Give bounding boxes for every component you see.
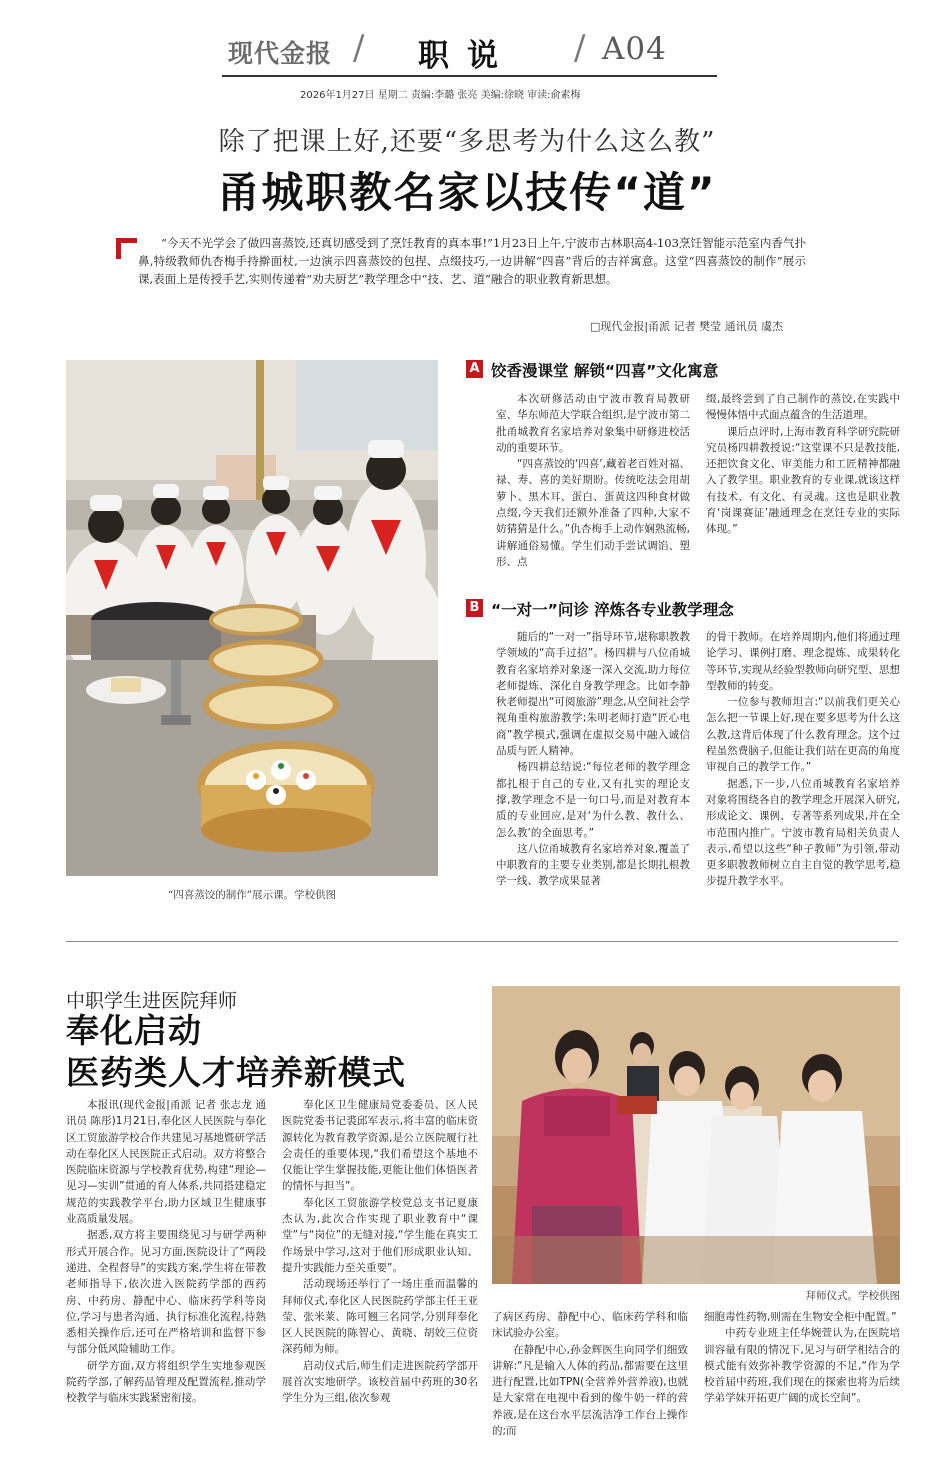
section-b-column-1 xyxy=(496,629,690,890)
page-number: A04 xyxy=(602,31,667,67)
paragraph: 中药专业班主任华婉萱认为,在医院培训容量有限的情况下,见习与研学相结合的模式能有效弥补教学资源的不足,“作为学校首届中药班,我们现在的探索也将为后续学弟学妹开拓更广阔的成长空间”。 xyxy=(704,1327,900,1405)
section-a-column-2 xyxy=(706,391,900,538)
dateline: 2026年1月27日 星期二 责编:李璐 张亮 美编:徐晓 审读:俞素梅 xyxy=(300,90,581,101)
paragraph: 在静配中心,孙金辉医生向同学们细致讲解:“凡是输入人体的药品,都需要在这里进行配置,比如TPN(全营养外营养液),也就是大家常在电视中看到的像牛奶一样的营养液,是在这台水平层流洁净工作台上操作的;而 xyxy=(492,1343,688,1438)
apprentice-ceremony-photo xyxy=(492,986,900,1284)
article2-headline-line1: 奉化启动 xyxy=(66,1011,202,1050)
section-name: 职说 xyxy=(418,38,516,74)
article1-lead: “今天不光学会了做四喜蒸饺,还真切感受到了烹饪教育的真本事!”1月23日上午,宁波市古林职高4-103烹饪智能示范室内香气扑鼻,特级教师仇杏梅手持擀面杖,一边演示四喜蒸饺的包捏、点缀技巧,一边讲解“四喜”背后的吉祥寓意。这堂“四喜蒸饺的制作”展示课,表面上是传授手艺,实则传递着“劝夫厨艺”教学理念中“技、艺、道”融合的职业教育新思想。 xyxy=(138,236,806,286)
paragraph: 的骨干教师。在培养周期内,他们将通过理论学习、课例打磨、理念提炼、成果转化等环节,实现从经验型教师向研究型、思想型教师的转变。 xyxy=(706,631,900,692)
paragraph: 据悉,双方将主要围绕见习与研学两种形式开展合作。见习方面,医院设计了“两段递进、全程督导”的实践方案,学生将在带教老师指导下,依次进入医院药学部的西药房、中药房、静配中心、临床药学科等岗位,学习与患者沟通、执行标准化流程,待熟悉相关操作后,还可在严格培训和监督下参与部分低风险辅助工作。 xyxy=(66,1229,266,1356)
paragraph: 本次研修活动由宁波市教育局教研室、华东师范大学联合组织,是宁波市第二批甬城教育名家培养对象集中研修进校活动的重要环节。 xyxy=(496,393,690,454)
paragraph: 本报讯(现代金报|甬派 记者 张志龙 通讯员 陈彤)1月21日,奉化区人民医院与奉化区工贸旅游学校合作共建见习基地暨研学活动在奉化区人民医院正式启动。双方将整合医院临床资源与学校教育优势,构建“理论—见习—实训”贯通的育人体系,共同搭建稳定规范的实践教学平台,助力区域卫生健康事业高质量发展。 xyxy=(66,1099,266,1226)
paragraph: 活动现场还举行了一场庄重而温馨的拜师仪式,奉化区人民医院药学部主任王亚莹、张米莱、陈可翘三名同学,分别拜奉化区人民医院的陈智心、黄晓、胡姣三位资深药师为师。 xyxy=(282,1278,478,1356)
paragraph: 启动仪式后,师生们走进医院药学部开展首次实地研学。该校首届中药班的30名学生分为三组,依次参观 xyxy=(282,1359,478,1405)
section-a-title: 饺香漫课堂 解锁“四喜”文化寓意 xyxy=(491,362,719,380)
cooking-photo-caption: “四喜蒸饺的制作”展示课。学校供图 xyxy=(167,889,337,901)
newspaper-brand: 现代金报 xyxy=(228,39,333,68)
masthead-rule xyxy=(222,75,717,77)
article-divider xyxy=(66,941,898,942)
paragraph: 随后的“一对一”指导环节,堪称职教教学领域的“高手过招”。杨四耕与八位甬城教育名家培养对象逐一深入交流,助力每位老师提炼、深化自身教学理念。比如李静秋老师提出“可阅旅游”理念,从空间社会学视角重构旅游教学;朱明老师打造“匠心电商”教学模式,强调在虚拟交易中融入诚信品质与匠人精神。 xyxy=(496,631,690,758)
paragraph: 奉化区卫生健康局党委委员、区人民医院党委书记裘邱军表示,将丰富的临床资源转化为教育教学资源,是公立医院履行社会责任的重要体现,“我们希望这个基地不仅能让学生掌握技能,更能让他们体悟医者的情怀与担当”。 xyxy=(282,1099,478,1193)
paragraph: 这八位甬城教育名家培养对象,覆盖了中职教育的主要专业类别,都是长期扎根教学一线、教学成果显著 xyxy=(496,842,690,888)
article2-kicker: 中职学生进医院拜师 xyxy=(66,990,238,1012)
article2-column-1 xyxy=(66,1097,266,1407)
paragraph: 细胞毒性药物,则需在生物安全柜中配置。” xyxy=(704,1311,897,1323)
paragraph: 杨四耕总结说:“每位老师的教学理念都扎根于自己的专业,又有扎实的理论支撑,教学理念不是一句口号,而是对教育本质的专业回应,是对‘为什么教、教什么、怎么教’的全面思考。” xyxy=(496,761,690,839)
section-b-title: “一对一”问诊 淬炼各专业教学理念 xyxy=(491,601,734,619)
paragraph: “四喜蒸饺的‘四喜’,藏着老百姓对福、禄、寿、喜的美好期盼。传统吃法会用胡萝卜、黑木耳、蛋白、蛋黄这四种食材做点缀,今天我们还额外准备了四种,大家不妨猜猜是什么。”仇杏梅手上动作娴熟流畅,讲解通俗易懂。学生们动手尝试调馅、塑形、点 xyxy=(496,458,690,568)
section-b-marker: B xyxy=(466,599,483,617)
lead-corner-mark xyxy=(116,238,137,259)
article2-column-4 xyxy=(704,1309,900,1407)
section-b-column-2 xyxy=(706,629,900,890)
article2-headline-line2: 医药类人才培养新模式 xyxy=(66,1053,406,1092)
paragraph: 研学方面,双方将组织学生实地参观医院药学部,了解药品管理及配置流程,推动学校教学与临床实践紧密衔接。 xyxy=(66,1359,266,1405)
paragraph: 课后点评时,上海市教育科学研究院研究员杨四耕教授说:“这堂课不只是教技能,还把饮食文化、审美能力和工匠精神都融入了教学里。职业教育的专业课,就该这样有技术、有文化、有灵魂。这也是职业教育‘岗课赛证’融通理念在烹饪专业的实际体现。” xyxy=(706,425,900,536)
paragraph: 缀,最终尝到了自己制作的蒸饺,在实践中慢慢体悟中式面点蕴含的生活道理。 xyxy=(706,393,900,422)
paragraph: 一位参与教师坦言:“以前我们更关心怎么把一节课上好,现在要多思考为什么这么教,这背后体现了什么教育理念。这个过程虽然费脑子,但能让我们站在更高的角度审视自己的教学工作。” xyxy=(706,696,900,774)
cooking-class-photo xyxy=(66,360,438,876)
paragraph: 了病区药房、静配中心、临床药学科和临床试验办公室。 xyxy=(492,1311,688,1340)
article2-column-3 xyxy=(492,1309,688,1439)
section-a-marker: A xyxy=(466,360,483,378)
article1-byline: □现代金报|甬派 记者 樊莹 通讯员 虞杰 xyxy=(590,320,784,333)
ceremony-photo-caption: 拜师仪式。学校供图 xyxy=(805,1290,900,1302)
paragraph: 奉化区工贸旅游学校党总支书记夏康杰认为,此次合作实现了职业教育中“课堂”与“岗位”的无缝对接,“学生能在真实工作场景中学习,这对于他们形成职业认知、提升实践能力至关重要”。 xyxy=(282,1196,478,1274)
article1-headline: 甬城职教名家以技传“道” xyxy=(217,168,717,217)
masthead xyxy=(222,28,717,72)
article2-column-2 xyxy=(282,1097,478,1407)
masthead-slash: / xyxy=(353,28,365,68)
article1-kicker: 除了把课上好,还要“多思考为什么这么教” xyxy=(218,127,716,157)
section-a-column-1 xyxy=(496,391,690,570)
article2-headline xyxy=(66,1010,406,1094)
paragraph: 据悉,下一步,八位甬城教育名家培养对象将围绕各自的教学理念开展深入研究,形成论文、课例、专著等系列成果,并在全市范围内推广。宁波市教育局相关负责人表示,希望以这些“种子教师”为引领,带动更多职教教师树立自主自觉的教学思考,稳步提升教学水平。 xyxy=(706,777,900,888)
masthead-slash: / xyxy=(574,28,586,68)
